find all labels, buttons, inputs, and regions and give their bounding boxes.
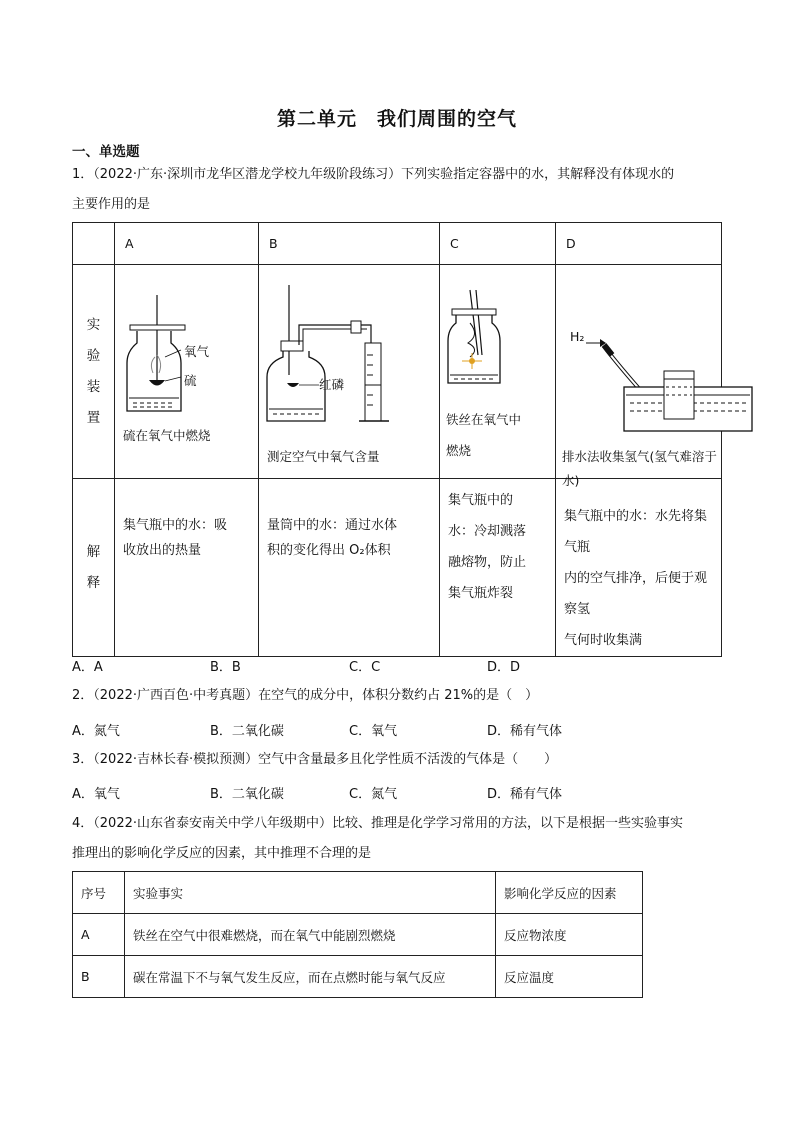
q1-option-b[interactable]: B．B [210,660,241,675]
question-1-line-1: 1．（2022·广东·深圳市龙华区潜龙学校九年级阶段练习）下列实验指定容器中的水，其解释没有体现水的 [72,167,675,182]
question-2-options [72,720,732,740]
apparatus-d-cell [556,265,722,488]
explanation-a: 集气瓶中的水：吸 收放出的热量 [115,479,259,657]
apparatus-c-caption-2: 燃烧 [446,443,472,458]
question-1-table [72,222,722,657]
label-h2: H₂ [570,329,585,344]
label-red-phosphorus: 红磷 [319,377,345,392]
q3-option-d[interactable]: D．稀有气体 [487,787,563,802]
table-header-row [73,872,643,914]
question-3-stem: 3．（2022·吉林长春·模拟预测）空气中含量最多且化学性质不活泼的气体是（ ） [72,752,558,767]
question-4-line-1: 4．（2022·山东省泰安南关中学八年级期中）比较、推理是化学学习常用的方法，以下是根据一些实验事实 [72,816,683,831]
question-2-stem: 2．（2022·广西百色·中考真题）在空气的成分中，体积分数约占 21%的是（ ） [72,688,539,703]
question-1-options [72,656,732,676]
explanation-c: 集气瓶中的 水：冷却溅落 融熔物，防止 集气瓶炸裂 [440,479,556,657]
question-4-table [72,871,643,998]
q3-option-c[interactable]: C．氮气 [349,787,398,802]
q2-option-c[interactable]: C．氧气 [349,724,398,739]
apparatus-b-cell [259,265,440,479]
explanation-b: 量筒中的水：通过水体 积的变化得出 O₂体积 [259,479,440,657]
header-fact: 实验事实 [125,872,496,914]
q2-option-b[interactable]: B．二氧化碳 [210,724,284,739]
question-3-options [72,783,732,803]
q2-option-a[interactable]: A．氮气 [72,724,120,739]
apparatus-a-caption: 硫在氧气中燃烧 [123,428,211,443]
q3-option-a[interactable]: A．氧气 [72,787,120,802]
q1-option-d[interactable]: D．D [487,660,521,675]
row-label-explanation: 解 释 [73,479,115,657]
label-oxygen: 氧气 [184,344,210,359]
apparatus-d-caption: 排水法收集氢气(氢气难溶于水) [562,449,717,488]
question-4-line-2: 推理出的影响化学反应的因素，其中推理不合理的是 [72,846,372,861]
apparatus-a-cell [115,265,259,479]
header-d: D [556,223,722,265]
apparatus-c-caption-1: 铁丝在氧气中 [446,412,522,427]
label-sulfur: 硫 [184,373,197,388]
q1-option-a[interactable]: A．A [72,660,103,675]
header-factor: 影响化学反应的因素 [496,872,643,914]
header-c: C [440,223,556,265]
row-label-apparatus: 实 验 装 置 [73,265,115,479]
page-title: 第二单元 我们周围的空气 [276,108,517,130]
table-row: A 铁丝在空气中很难燃烧，而在氧气中能剧烈燃烧 反应物浓度 [73,914,643,956]
question-1-stem [72,160,732,220]
header-index: 序号 [73,872,125,914]
explanation-d: 集气瓶中的水：水先将集气瓶 内的空气排净，后便于观察氢 气何时收集满 [556,479,722,657]
table-row: B 碳在常温下不与氧气发生反应，而在点燃时能与氧气反应 反应温度 [73,956,643,998]
apparatus-c-cell [440,265,556,479]
apparatus-b-caption: 测定空气中氧气含量 [267,449,380,464]
q1-option-c[interactable]: C．C [349,660,381,675]
q2-option-d[interactable]: D．稀有气体 [487,724,563,739]
header-b: B [259,223,440,265]
table-corner-cell [73,223,115,265]
section-heading: 一、单选题 [72,144,140,160]
header-a: A [115,223,259,265]
question-4-stem [72,809,732,869]
q3-option-b[interactable]: B．二氧化碳 [210,787,284,802]
question-1-line-2: 主要作用的是 [72,197,151,212]
